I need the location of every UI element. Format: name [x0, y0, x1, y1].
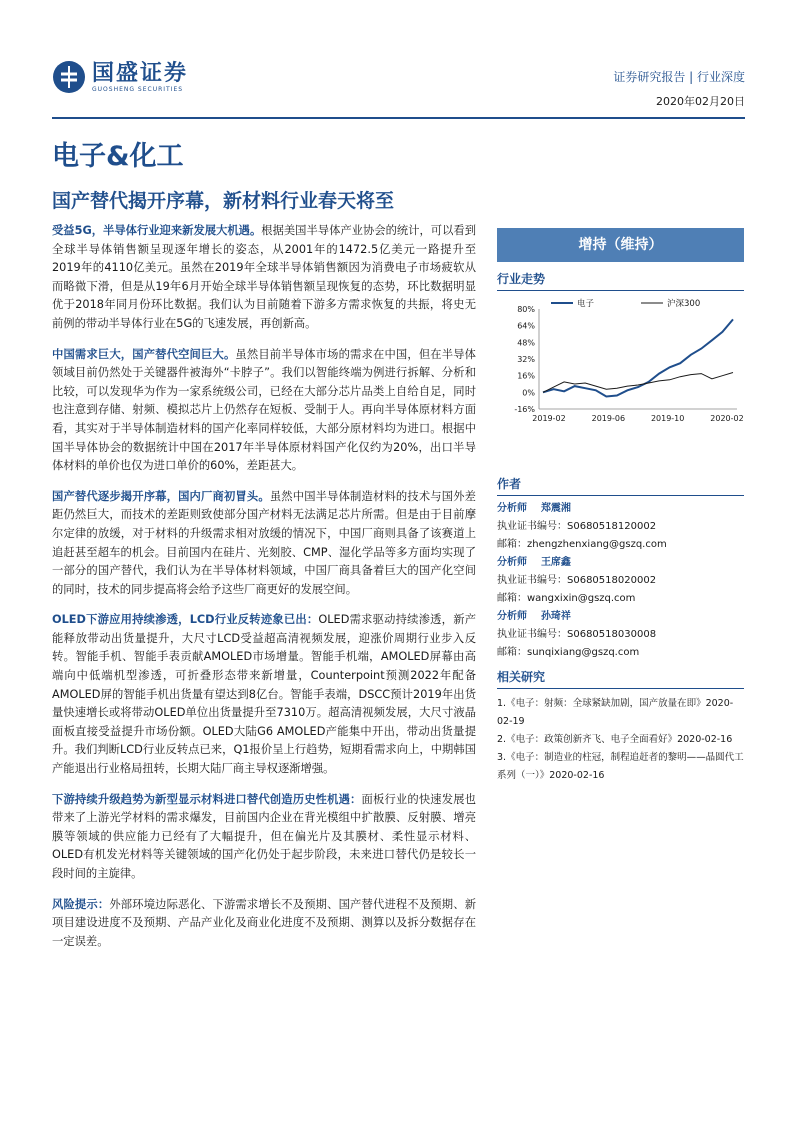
cert-label: 执业证书编号： — [497, 629, 567, 640]
paragraph-lead: 中国需求巨大，国产替代空间巨大。 — [52, 347, 236, 361]
paragraph-lead: OLED下游应用持续渗透，LCD行业反转迹象已出： — [52, 613, 319, 627]
email-label: 邮箱： — [497, 593, 527, 604]
paragraph-text: 根据美国半导体产业协会的统计，可以看到全球半导体销售额呈现逐年增长的姿态，从2001年的1472.5亿美元一路提升至2019年的4110亿美元。虽然在2019年全球半导体销售额因为消费电子市场疲软从而略微下滑，但是从19年6月开始全球半导体销售额呈现恢复的态势，环比数据明显优于2018年同月份环比数据。我们认为目前随着下游多方需求恢复的共振，将史无前例的带动半导体行业在5G的飞速发展，再创新高。 — [52, 224, 476, 330]
authors-title: 作者 — [497, 475, 744, 496]
paragraph-lead: 下游持续升级趋势为新型显示材料进口替代创造历史性机遇： — [52, 792, 362, 806]
paragraph — [52, 791, 476, 884]
author-email — [497, 536, 744, 554]
related-title: 相关研究 — [497, 668, 744, 689]
report-type: 证券研究报告 | 行业深度 — [613, 70, 745, 84]
logo-cn: 国盛证券 — [92, 60, 189, 86]
y-tick-label: 48% — [517, 338, 535, 348]
paragraph-text: 虽然中国半导体制造材料的技术与国外差距仍然巨大，而技术的差距则致使部分国产材料无法满足芯片所需。但是由于目前摩尔定律的放缓，对于材料的升级需求相对放缓的情况下，中国厂商则具备了该赛道上追赶甚至超车的机会。目前国内在硅片、光刻胶、CMP、湿化学品等多方面均实现了一部分的国产替代，我们认为在半导体材料领域，中国厂商具备着巨大的国产化空间的同时，技术的同步提高将会给予这些厂商更好的发展空间。 — [52, 489, 476, 596]
y-tick-label: 16% — [517, 371, 535, 381]
rating-badge: 增持（维持） — [497, 228, 744, 262]
cert-label: 执业证书编号： — [497, 521, 567, 532]
logo-mark-icon — [52, 60, 86, 94]
paragraph-lead: 国产替代逐步揭开序幕，国内厂商初冒头。 — [52, 489, 270, 503]
author-email — [497, 644, 744, 662]
cert-value: S0680518120002 — [567, 521, 657, 532]
author-cert — [497, 626, 744, 644]
y-tick-label: 32% — [517, 355, 535, 364]
logo — [52, 60, 188, 94]
main-content — [52, 222, 476, 963]
paragraph — [52, 222, 476, 334]
sidebar — [497, 228, 744, 785]
x-tick-label: 2020-02 — [710, 414, 744, 423]
author-name: 孙琦祥 — [540, 611, 571, 622]
paragraph — [52, 346, 476, 476]
author-email — [497, 590, 744, 608]
cert-label: 执业证书编号： — [497, 575, 567, 586]
trend-chart — [497, 297, 744, 427]
author-name: 王席鑫 — [540, 557, 571, 568]
x-tick-label: 2019-06 — [591, 414, 626, 423]
author-cert — [497, 518, 744, 536]
logo-en: GUOSHENG SECURITIES — [92, 85, 184, 93]
series-line-hs300 — [543, 373, 733, 393]
author-role: 分析师 — [497, 557, 527, 568]
paragraph-text: 面板行业的快速发展也带来了上游光学材料的需求爆发，目前国内企业在背光模组中扩散膜、反射膜、增亮膜等领域的供应能力已经有了大幅提升，但在偏光片及其膜材、柔性显示材料、OLED有机发光材料等关键领域的国产化仍处于起步阶段，未来进口替代仍是较长一段时间的主旋律。 — [52, 792, 476, 880]
author-cert — [497, 572, 744, 590]
paragraph-lead: 受益5G，半导体行业迎来新发展大机遇。 — [52, 224, 262, 237]
author-name-line — [497, 608, 744, 626]
trend-chart-svg — [497, 297, 744, 427]
paragraph — [52, 896, 476, 952]
related-item[interactable]: 3.《电子：制造业的柱冠，制程追赶者的黎明——晶圆代工系列（一）》2020-02-16 — [497, 752, 744, 781]
y-tick-label: 0% — [522, 388, 535, 398]
email-value[interactable]: zhengzhenxiang@gszq.com — [527, 539, 667, 550]
y-tick-label: 64% — [517, 321, 535, 331]
email-value[interactable]: wangxixin@gszq.com — [527, 593, 636, 604]
paragraph-text: 虽然目前半导体市场的需求在中国，但在半导体领域目前仍然处于关键器件被海外“卡脖子”。我们以智能终端为例进行拆解、分析和比较，可以发现华为作为一家系统级公司，已经在大部分芯片品类上自给自足，同时也注意到存储、射频、模拟芯片上仍然存在短板、受制于人。再向半导体原材料方面看，其实对于半导体制造材料的国产化率同样较低，大部分原材料均为进口。根据中国半导体协会的数据统计中国在2017年半导体原材料国产化仅约为20%，出口半导体材料的单价也仅为进口单价的60%，差距甚大。 — [52, 347, 476, 473]
sector-title: 电子&化工 — [52, 141, 184, 172]
headline: 国产替代揭开序幕，新材料行业春天将至 — [52, 190, 395, 212]
x-tick-label: 2019-02 — [532, 414, 566, 423]
paragraph-text: OLED需求驱动持续渗透，新产能释放带动出货量提升，大尺寸LCD受益超高清视频发展，迎涨价周期行业步入反转。智能手机、智能手表贡献AMOLED市场增量。智能手机端，AMOLED屏幕由高端向中低端机型渗透，可折叠形态带来新增量，Counterpoint预测2022年配备AMOLED屏的智能手机出货量有望达到8亿台。智能手表端，DSCC预计2019年出货量快速增长或将带动OLED单位出货量提升至7310万。超高清视频发展，大尺寸液晶面板直接受益提升市场份额。OLED大陆G6 AMOLED产能集中开出，带动出货量提升。我们判断LCD行业反转点已来，Q1报价呈上行趋势，短期看需求向上，中期韩国产能退出行业格局扭转，长期大陆厂商主导权逐渐增强。 — [52, 613, 477, 776]
header-divider — [52, 117, 745, 119]
trend-title: 行业走势 — [497, 270, 744, 291]
cert-value: S0680518020002 — [567, 575, 657, 586]
x-tick-label: 2019-10 — [650, 414, 685, 423]
authors-list — [497, 500, 744, 662]
related-item[interactable]: 1.《电子：射频：全球紧缺加剧，国产放量在即》2020-02-19 — [497, 698, 734, 727]
legend-label: 沪深300 — [667, 299, 701, 309]
author-name: 郑震湘 — [540, 503, 571, 514]
author-name-line — [497, 500, 744, 518]
paragraph — [52, 488, 476, 600]
report-date: 2020年02月20日 — [656, 95, 745, 108]
author-role: 分析师 — [497, 611, 527, 622]
legend-label: 电子 — [577, 299, 595, 309]
author-role: 分析师 — [497, 503, 527, 514]
cert-value: S0680518030008 — [567, 629, 657, 640]
email-value[interactable]: sunqixiang@gszq.com — [527, 647, 640, 658]
related-item[interactable]: 2.《电子：政策创新齐飞、电子全面看好》2020-02-16 — [497, 734, 733, 745]
paragraph — [52, 611, 476, 778]
paragraph-lead: 风险提示： — [52, 897, 110, 911]
related-list — [497, 695, 744, 785]
y-tick-label: 80% — [517, 305, 535, 314]
email-label: 邮箱： — [497, 647, 527, 658]
email-label: 邮箱： — [497, 539, 527, 550]
y-tick-label: -16% — [514, 405, 535, 414]
author-name-line — [497, 554, 744, 572]
paragraph-text: 外部环境边际恶化、下游需求增长不及预期、国产替代进程不及预期、新项目建设进度不及预期、产品产业化及商业化进度不及预期、测算以及拆分数据存在一定误差。 — [52, 897, 476, 948]
